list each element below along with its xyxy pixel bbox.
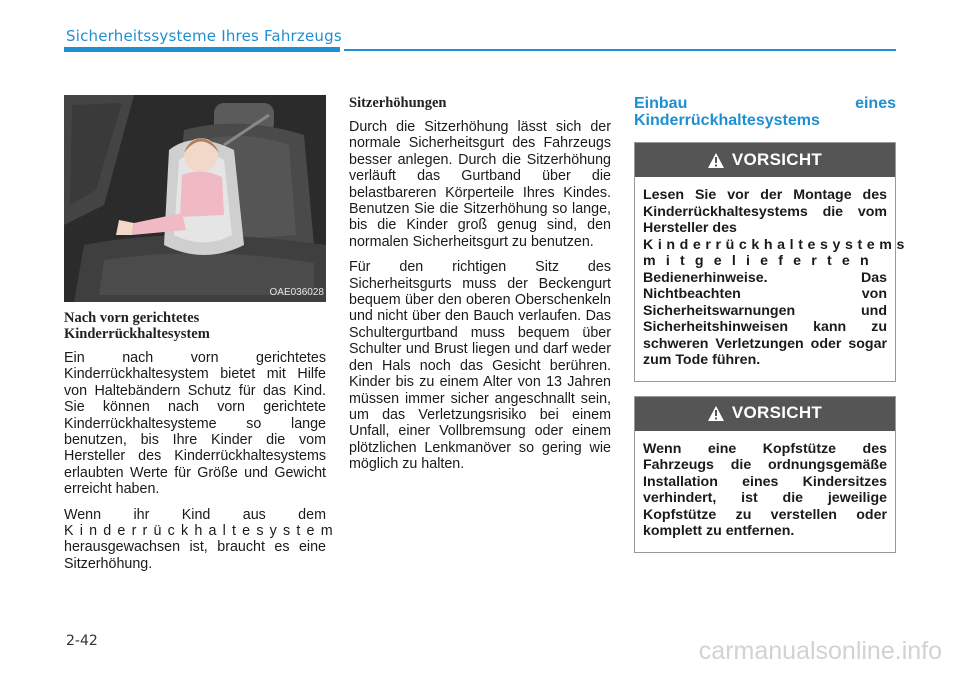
middle-column (349, 95, 611, 482)
caution-title-1: VORSICHT (731, 149, 823, 169)
caution-text-1: Lesen Sie vor der Montage des Kinderrückhaltesystems die vom Hersteller des Kinderrückhaltesystems mitgelieferten Bedienerhinweise. Das Nichtbeachten von Sicherheitswarnungen und Sicherheitshinweisen kann zu schweren Verletzungen oder sogar zum Tode führen. (643, 187, 910, 368)
child-seat-drawing (64, 95, 326, 302)
right-column (634, 95, 910, 567)
caution-header-1 (635, 143, 895, 177)
left-paragraph-2: Wenn ihr Kind aus dem Kinderrückhaltesystem herausgewachsen ist, braucht es eine Sitzerhöhung. (64, 506, 339, 572)
watermark: carmanualsonline.info (698, 637, 942, 665)
middle-paragraph-1: Durch die Sitzerhöhung lässt sich der normale Sicherheitsgurt des Fahrzeugs besser anlegen. Durch die Sitzerhöhung verläuft das Gurtband über die belastbareren Körperteile Ihres Kindes. Benutzen Sie die Sitzerhöhung so lange, bis die Kinder groß genug sind, den normalen Sicherheitsgurt zu benutzen. (349, 119, 611, 250)
header-rule-thin (344, 49, 896, 51)
section-title: Sicherheitssysteme Ihres Fahrzeugs (66, 27, 342, 45)
caution-box-1 (634, 142, 910, 382)
child-seat-illustration (64, 95, 326, 302)
page-number: 2-42 (66, 633, 98, 649)
figure-code: OAE036028 (269, 286, 324, 298)
left-heading: Nach vorn gerichtetes Kinderrückhaltesystem (64, 310, 210, 342)
left-column (64, 95, 339, 572)
caution-text-2: Wenn eine Kopfstütze des Fahrzeugs die ordnungsgemäße Installation eines Kindersitzes verhindert, ist die jeweilige Kopfstütze zu verstellen oder komplett zu entfernen. (643, 440, 887, 539)
header-rule-thick (64, 47, 340, 52)
warning-icon (708, 153, 724, 168)
left-paragraph-1: Ein nach vorn gerichtetes Kinderrückhaltesystem bietet mit Hilfe von Haltebändern Schutz für das Kind. Sie können nach vorn gerichtete Kinderrückhaltesysteme so lange benutzen, bis Ihre Kinder die vom Hersteller des Kinderrückhaltesystems erlaubten Werte für Größe und Gewicht erreicht haben. (64, 350, 326, 498)
middle-heading: Sitzerhöhungen (349, 95, 447, 111)
caution-box-2 (634, 396, 896, 553)
right-heading: Einbau eines Kinderrückhaltesystems (634, 95, 896, 129)
middle-paragraph-2: Für den richtigen Sitz des Sicherheitsgurts muss der Beckengurt bequem über den oberen Oberschenkeln und nicht über den Bauch verlaufen. Das Schultergurtband muss bequem über Schulter und Brust liegen und darf weder den Hals noch das Gesicht berühren. Kinder bis zu einem Alter von 13 Jahren müssen immer sicher angeschnallt sein, um das Verletzungsrisiko bei einem Unfall, einer Vollbremsung oder einem plötzlichen Lenkmanöver so gering wie möglich zu halten. (349, 259, 611, 473)
caution-title-2: VORSICHT (731, 403, 823, 423)
caution-header-2 (635, 397, 895, 431)
warning-icon (708, 406, 724, 421)
